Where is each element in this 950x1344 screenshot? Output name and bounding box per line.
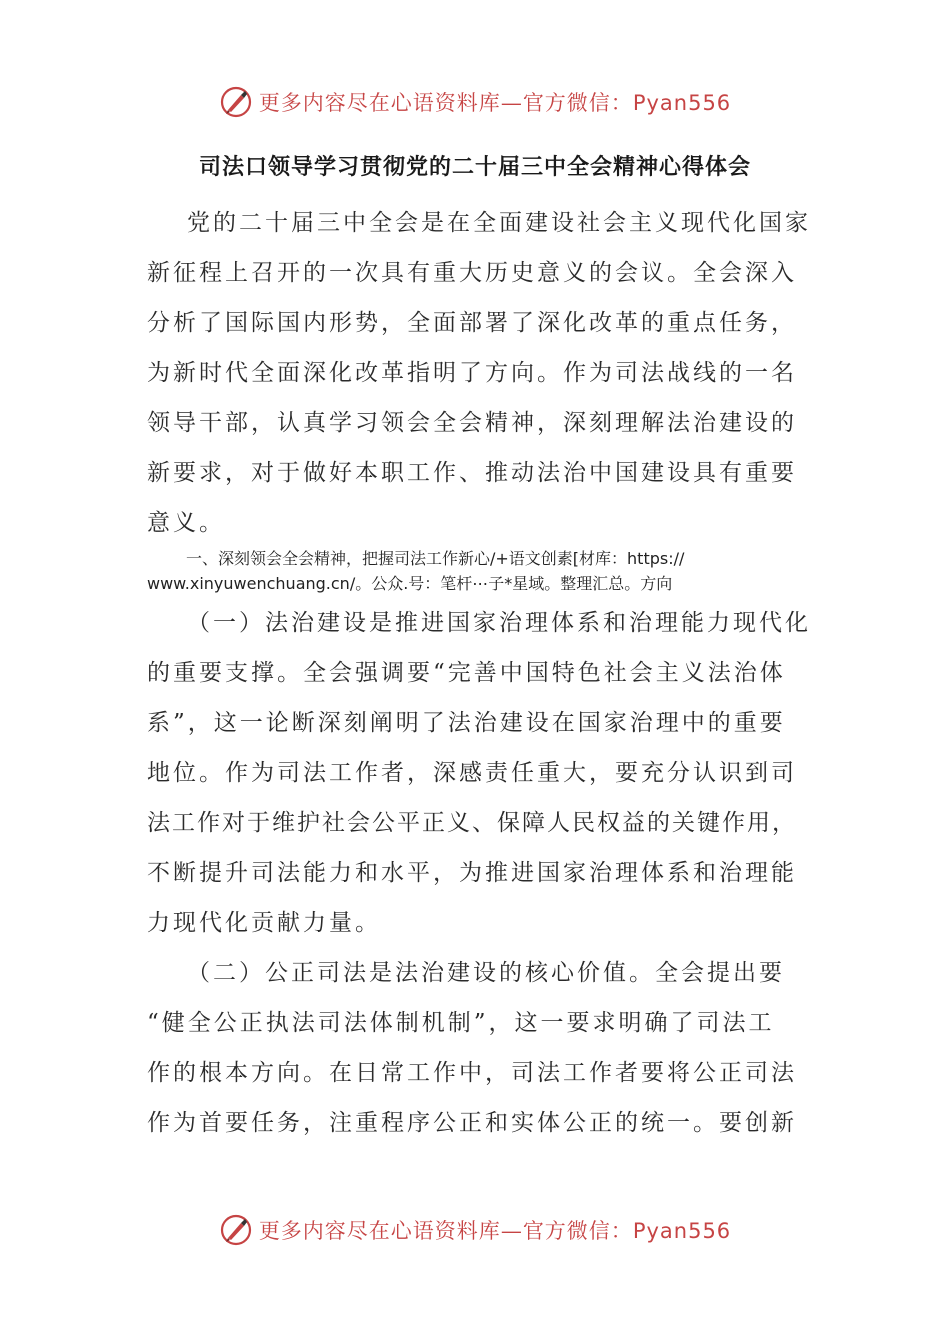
intro-line: 为新时代全面深化改革指明了方向。作为司法战线的一名 bbox=[147, 360, 797, 386]
paragraph-1-line: 系”，这一论断深刻阐明了法治建设在国家治理中的重要 bbox=[147, 710, 786, 736]
intro-line: 新要求，对于做好本职工作、推动法治中国建设具有重要 bbox=[147, 460, 797, 486]
banner-text: 更多内容尽在心语资料库—官方微信：Pyan556 bbox=[258, 91, 732, 115]
header-banner bbox=[0, 80, 950, 124]
banner-text: 更多内容尽在心语资料库—官方微信：Pyan556 bbox=[258, 1219, 732, 1243]
intro-line: 意义。 bbox=[147, 510, 225, 536]
paragraph-2-line: （二）公正司法是法治建设的核心价值。全会提出要 bbox=[187, 960, 785, 986]
intro-line: 党的二十届三中全会是在全面建设社会主义现代化国家 bbox=[187, 210, 811, 236]
pen-logo-icon bbox=[219, 85, 253, 119]
paragraph-1-line: 法工作对于维护社会公平正义、保障人民权益的关键作用， bbox=[147, 810, 797, 836]
paragraph-1-line: 力现代化贡献力量。 bbox=[147, 910, 381, 936]
paragraph-1-line: 地位。作为司法工作者，深感责任重大，要充分认识到司 bbox=[147, 760, 797, 786]
intro-line: 领导干部，认真学习领会全会精神，深刻理解法治建设的 bbox=[147, 410, 797, 436]
paragraph-2-line: “健全公正执法司法体制机制”，这一要求明确了司法工 bbox=[147, 1010, 775, 1036]
document-title: 司法口领导学习贯彻党的二十届三中全会精神心得体会 bbox=[198, 154, 751, 180]
paragraph-2-line: 作的根本方向。在日常工作中，司法工作者要将公正司法 bbox=[147, 1060, 797, 1086]
intro-line: 新征程上召开的一次具有重大历史意义的会议。全会深入 bbox=[147, 260, 797, 286]
section-heading-continued: www.xinyuwenchuang.cn/。公众.号：笔杆⋯子*星域。整理汇总。方向 bbox=[147, 574, 673, 593]
paragraph-1-line: 不断提升司法能力和水平，为推进国家治理体系和治理能 bbox=[147, 860, 797, 886]
paragraph-1-line: （一）法治建设是推进国家治理体系和治理能力现代化 bbox=[187, 610, 811, 636]
intro-line: 分析了国际国内形势，全面部署了深化改革的重点任务， bbox=[147, 310, 797, 336]
footer-banner bbox=[0, 1208, 950, 1252]
section-heading: 一、深刻领会全会精神，把握司法工作新心/+语文创素[材库：https:// bbox=[186, 549, 685, 568]
paragraph-2-line: 作为首要任务，注重程序公正和实体公正的统一。要创新 bbox=[147, 1110, 797, 1136]
pen-logo-icon bbox=[219, 1213, 253, 1247]
paragraph-1-line: 的重要支撑。全会强调要“完善中国特色社会主义法治体 bbox=[147, 660, 786, 686]
